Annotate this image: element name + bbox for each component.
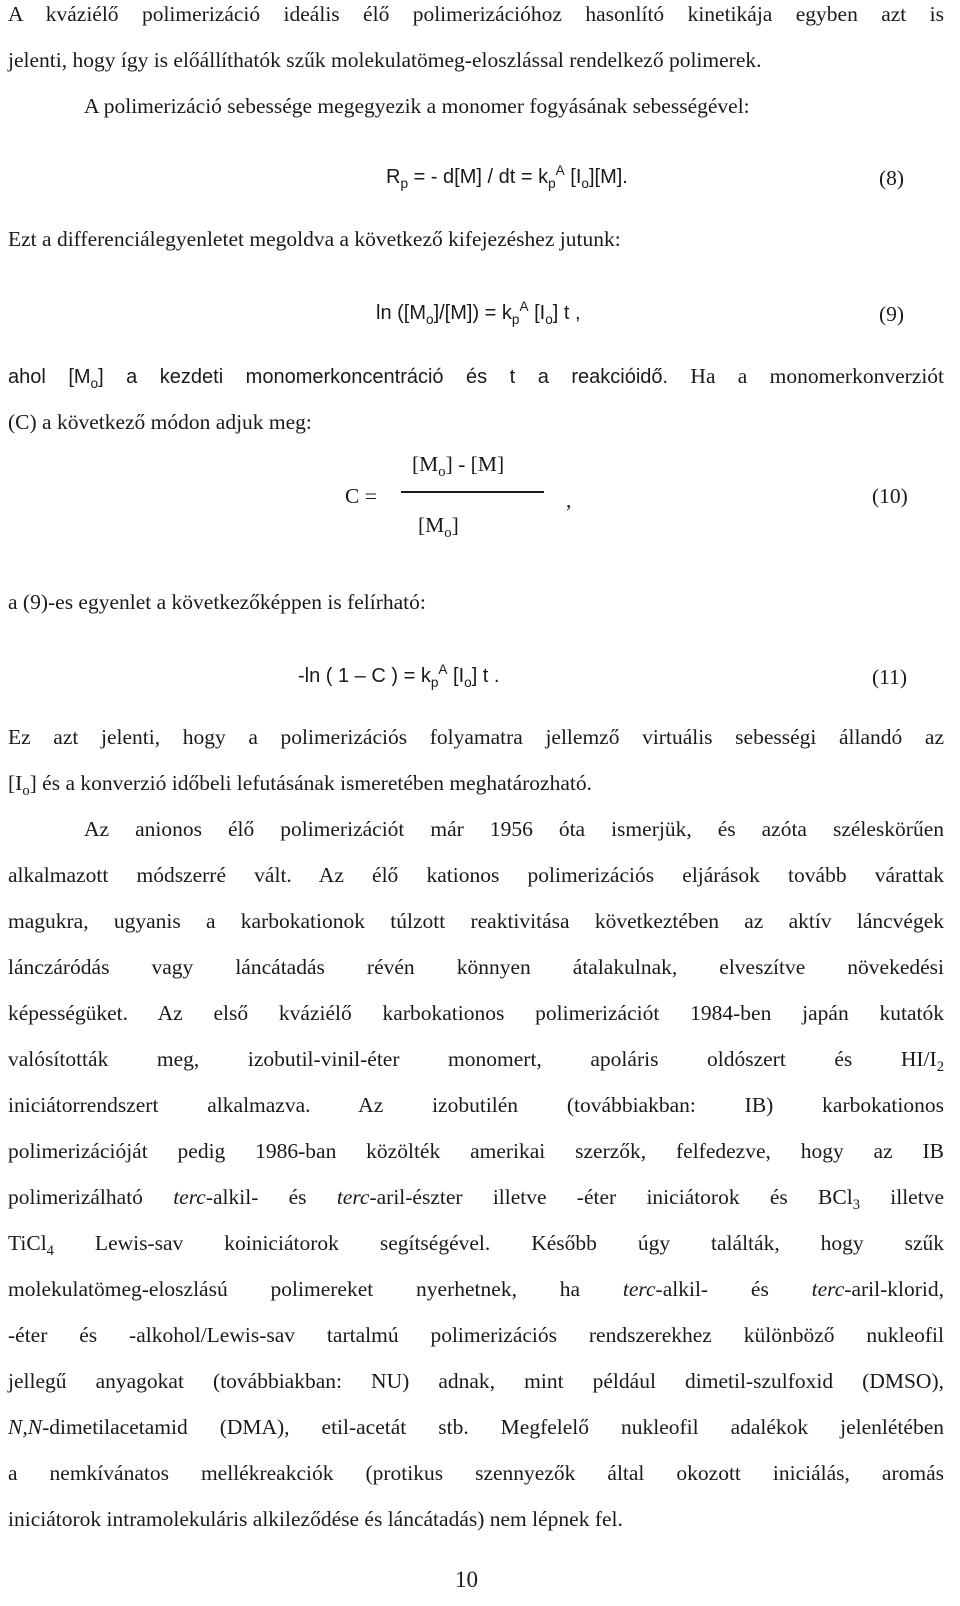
text-line: magukra, ugyanis a karbokationok túlzott reaktivitása következtében az aktív láncvégek <box>8 909 944 933</box>
text-line: lánczáródás vagy láncátadás révén könnyen átalakulnak, elveszítve növekedési <box>8 955 944 979</box>
text-line: molekulatömeg-eloszlású polimereket nyerhetnek, ha terc-alkil- és terc-aril-klorid, <box>8 1277 944 1301</box>
text-line: jellegű anyagokat (továbbiakban: NU) adnak, mint például dimetil-szulfoxid (DMSO), <box>8 1369 944 1393</box>
text-line: $[I_o]$ és a konverzió időbeli lefutásának ismeretében meghatározható. <box>8 771 592 800</box>
equation-9: $\ln ([M_o]/[M]) = k_p^A$ $[I_o]$ t , <box>376 298 581 327</box>
text-line: valósították meg, izobutil-vinil-éter monomert, apoláris oldószert és $HI/I_2$ <box>8 1047 944 1076</box>
equation-11: -ln ( 1 – C ) = $k_p^A$ $[I_o]$ t . <box>298 661 500 690</box>
equation-number: (10) <box>872 484 908 508</box>
text-line: iniciátorok intramolekuláris alkileződése és láncátadás) nem lépnek fel. <box>8 1507 623 1531</box>
equation-comma: , <box>566 488 572 512</box>
text-line: -éter és -alkohol/Lewis-sav tartalmú polimerizációs rendszerekhez különböző nukleofil <box>8 1323 944 1347</box>
fraction-numerator: $[M_o] - [M]$ <box>412 452 505 481</box>
fraction-bar <box>401 491 544 493</box>
text-line: alkalmazott módszerré vált. Az élő kationos polimerizációs eljárások tovább várattak <box>8 863 944 887</box>
text-line: képességüket. Az első kváziélő karbokationos polimerizációt 1984-ben japán kutatók <box>8 1001 944 1025</box>
text-line: TiCl$_4$ Lewis-sav koiniciátorok segítségével. Később úgy találták, hogy szűk <box>8 1231 944 1260</box>
text-line: a nemkívánatos mellékreakciók (protikus szennyezők által okozott iniciálás, aromás <box>8 1461 944 1485</box>
text-line: polimerizálható terc-alkil- és terc-aril-észter illetve -éter iniciátorok és BCl$_3$ illetve <box>8 1185 944 1214</box>
text-line: a (9)-es egyenlet a következőképpen is felírható: <box>8 590 426 614</box>
text-line: A kváziélő polimerizáció ideális élő polimerizációhoz hasonlító kinetikája egyben azt is <box>8 2 944 26</box>
equation-number: (8) <box>879 166 905 190</box>
text-line: ahol $[M_o]$ a kezdeti monomerkoncentráció és t a reakcióidő. Ha a monomerkonverziót <box>8 364 945 391</box>
text-line: jelenti, hogy így is előállíthatók szűk molekulatömeg-eloszlással rendelkező polimerek. <box>8 48 762 72</box>
text-line: Ez azt jelenti, hogy a polimerizációs folyamatra jellemző virtuális sebességi állandó az <box>8 725 944 749</box>
equation-number: (11) <box>872 665 908 689</box>
text-line: polimerizációját pedig 1986-ban közölték amerikai szerzők, felfedezve, hogy az IB <box>8 1139 944 1163</box>
page-number: 10 <box>455 1567 478 1592</box>
equation-8: $R_p$ = - d[M] / dt = $k_p^A$ $[I_o][M]$. <box>386 162 628 191</box>
text-line: Az anionos élő polimerizációt már 1956 óta ismerjük, és azóta széleskörűen <box>84 817 944 841</box>
equation-number: (9) <box>879 302 905 326</box>
text-line: iniciátorrendszert alkalmazva. Az izobutilén (továbbiakban: IB) karbokationos <box>8 1093 944 1117</box>
text-line: N,N-dimetilacetamid (DMA), etil-acetát stb. Megfelelő nukleofil adalékok jelenlétében <box>8 1415 944 1439</box>
text-line: Ezt a differenciálegyenletet megoldva a következő kifejezéshez jutunk: <box>8 227 621 251</box>
text-line: A polimerizáció sebessége megegyezik a monomer fogyásának sebességével: <box>84 94 750 118</box>
fraction-denominator: $[M_o]$ <box>418 513 459 542</box>
equation-lhs: C = <box>345 484 377 508</box>
text-line: (C) a következő módon adjuk meg: <box>8 410 312 434</box>
